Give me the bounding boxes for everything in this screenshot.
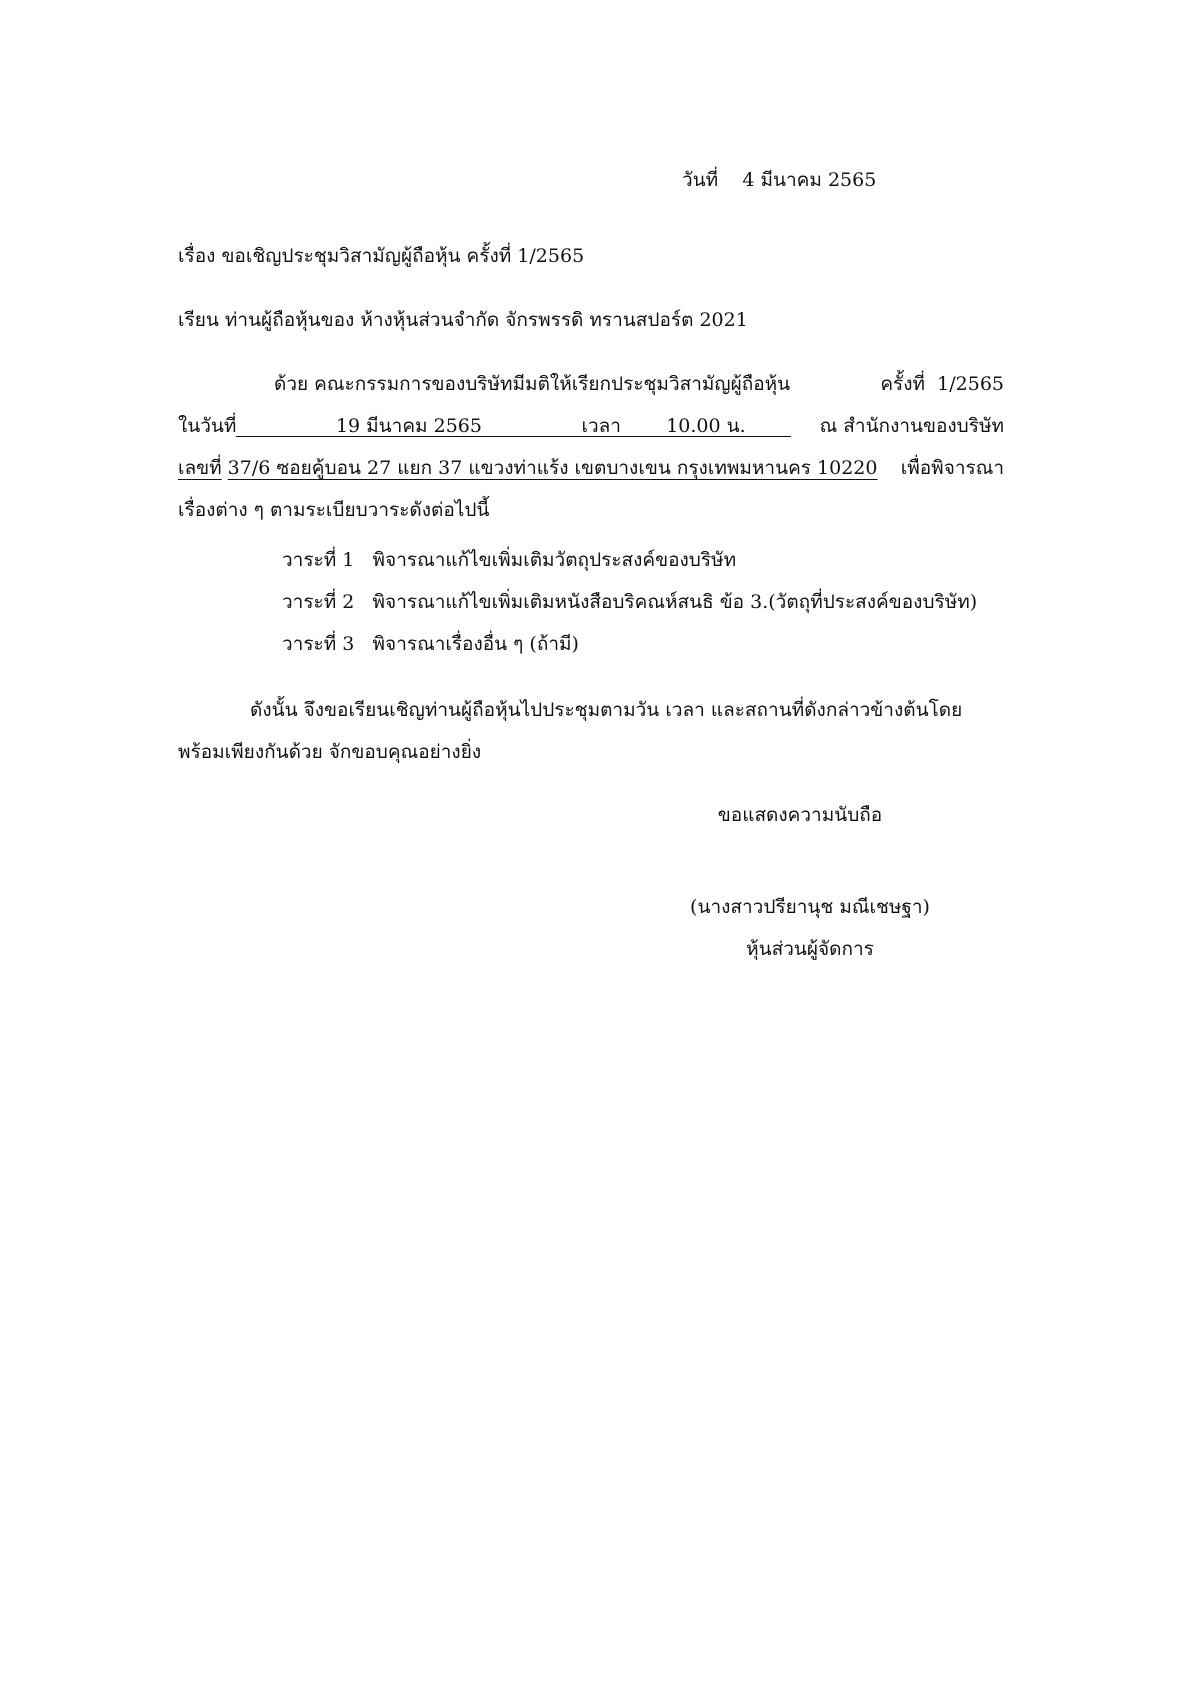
closing-text-2: พร้อมเพียงกันด้วย จักขอบคุณอย่างยิ่ง [178, 741, 482, 763]
agenda-item-label: วาระที่ 3 [282, 633, 355, 655]
closing-line-1 [250, 698, 962, 722]
meeting-time-value: 10.00 น. [621, 416, 791, 437]
body-intro: ด้วย คณะกรรมการของบริษัทมีมติให้เรียกประชุมวิสามัญผู้ถือหุ้น [274, 373, 791, 395]
meeting-count-label: ครั้งที่ [880, 373, 926, 395]
agenda-item-label: วาระที่ 2 [282, 591, 355, 613]
agenda-intro: เรื่องต่าง ๆ ตามระเบียบวาระดังต่อไปนี้ [178, 499, 490, 521]
date-line [682, 168, 876, 192]
body-line-4 [178, 498, 489, 522]
closing-text-1: ดังนั้น จึงขอเรียนเชิญท่านผู้ถือหุ้นไปประชุมตามวัน เวลา และสถานที่ดังกล่าวข้างต้นโดย [250, 699, 963, 721]
subject-line [178, 244, 584, 268]
agenda-item [282, 548, 736, 572]
address-label: เลขที่ [178, 457, 222, 479]
signer-title: หุ้นส่วนผู้จัดการ [746, 938, 874, 960]
recipient-line [178, 308, 748, 332]
subject-text: ขอเชิญประชุมวิสามัญผู้ถือหุ้น ครั้งที่ 1/2565 [221, 245, 585, 267]
meeting-time-label: เวลา [581, 415, 621, 437]
subject-label: เรื่อง [178, 245, 216, 267]
agenda-item [282, 632, 579, 656]
agenda-item-text: พิจารณาเรื่องอื่น ๆ (ถ้ามี) [372, 633, 579, 655]
date-label: วันที่ [682, 169, 719, 191]
agenda-item-text: พิจารณาแก้ไขเพิ่มเติมวัตถุประสงค์ของบริษัท [372, 549, 737, 571]
date-value: 4 มีนาคม 2565 [742, 169, 877, 191]
meeting-date-value: 19 มีนาคม 2565 [236, 416, 581, 437]
regards-text: ขอแสดงความนับถือ [717, 804, 883, 826]
body-line-3 [178, 456, 1004, 480]
agenda-item [282, 590, 977, 614]
meeting-count-value: 1/2565 [937, 373, 1004, 395]
body-line-2 [178, 414, 1004, 438]
agenda-item-label: วาระที่ 1 [282, 549, 355, 571]
recipient-label: เรียน [178, 309, 219, 331]
signer-name: (นางสาวปรียานุช มณีเชษฐา) [690, 896, 930, 918]
meeting-place: ณ สำนักงานของบริษัท [819, 415, 1004, 437]
recipient-text: ท่านผู้ถือหุ้นของ ห้างหุ้นส่วนจำกัด จักรพรรดิ ทรานสปอร์ต 2021 [224, 309, 748, 331]
closing-line-2 [178, 740, 481, 764]
address-tail: เพื่อพิจารณา [900, 457, 1004, 479]
agenda-item-text: พิจารณาแก้ไขเพิ่มเติมหนังสือบริคณห์สนธิ ข้อ 3.(วัตถุที่ประสงค์ของบริษัท) [372, 591, 978, 613]
body-line-1 [274, 372, 1004, 396]
meeting-count [880, 372, 1004, 396]
meeting-date-label: ในวันที่ [178, 415, 237, 437]
address-value: 37/6 ซอยคู้บอน 27 แยก 37 แขวงท่าแร้ง เขตบางเขน กรุงเทพมหานคร 10220 [227, 457, 878, 479]
